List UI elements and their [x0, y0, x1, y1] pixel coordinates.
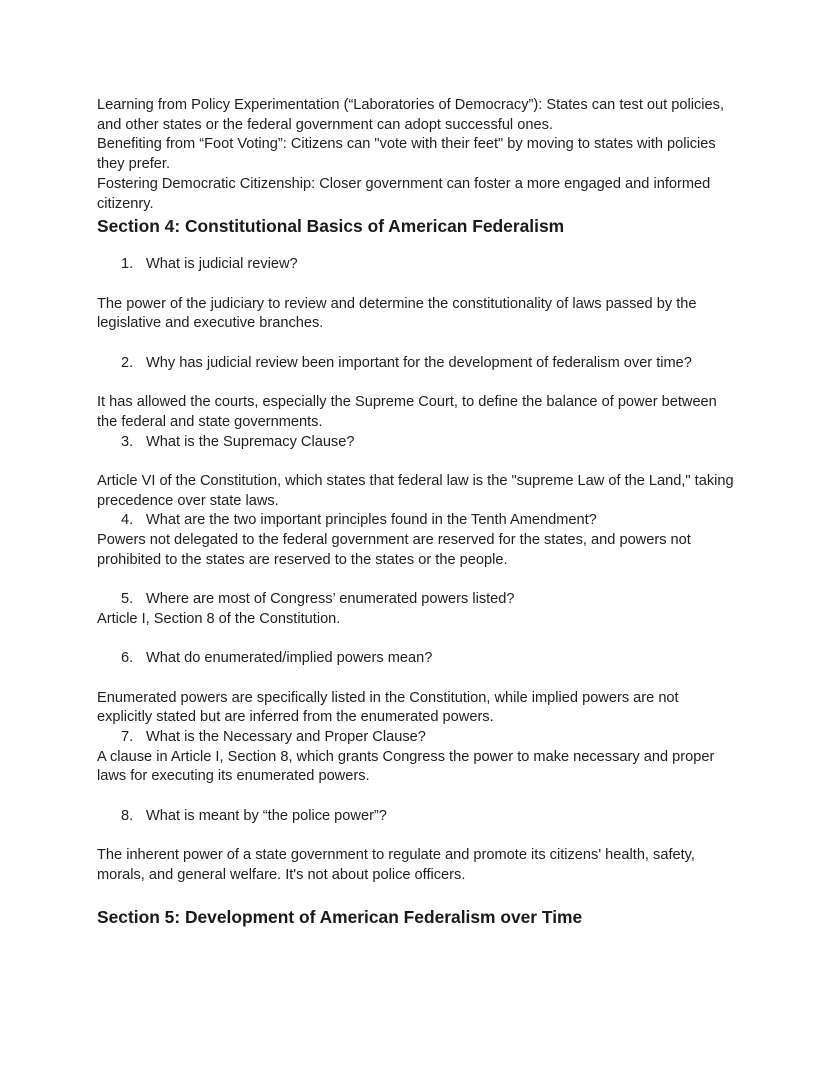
answer-text: Article I, Section 8 of the Constitution. — [97, 610, 341, 627]
question-text: What is judicial review? — [146, 256, 298, 273]
section-4-heading: Section 4: Constitutional Basics of American Federalism — [97, 216, 565, 237]
question-number: 6. — [121, 650, 134, 667]
answer-text: Article VI of the Constitution, which states that federal law is the "supreme Law of the Land," taking precedence over state laws. — [97, 472, 734, 509]
question-number: 7. — [121, 728, 134, 745]
question-text: Where are most of Congress’ enumerated powers listed? — [146, 591, 515, 608]
question-item — [97, 728, 737, 748]
question-item — [97, 354, 737, 374]
question-item — [97, 255, 737, 275]
answer-text: The power of the judiciary to review and determine the constitutionality of laws passed by the legislative and executive branches. — [97, 295, 697, 332]
intro-paragraph: Benefiting from “Foot Voting”: Citizens can "vote with their feet" by moving to states with policies they prefer. — [97, 136, 716, 173]
question-number: 1. — [121, 256, 134, 273]
question-number: 4. — [121, 512, 134, 529]
question-number: 3. — [121, 433, 134, 450]
answer-text: A clause in Article I, Section 8, which grants Congress the power to make necessary and proper laws for executing its enumerated powers. — [97, 748, 715, 785]
question-item — [97, 433, 737, 453]
question-text: Why has judicial review been important for the development of federalism over time? — [146, 354, 692, 371]
question-text: What are the two important principles found in the Tenth Amendment? — [146, 512, 597, 529]
section-5-heading: Section 5: Development of American Federalism over Time — [97, 906, 583, 927]
answer-text: Powers not delegated to the federal government are reserved for the states, and powers not prohibited to the states are reserved to the states or the people. — [97, 532, 691, 568]
question-text: What is meant by “the police power”? — [146, 807, 387, 824]
question-number: 5. — [121, 591, 134, 608]
question-item — [97, 590, 737, 610]
answer-text: Enumerated powers are specifically listed in the Constitution, while implied powers are not explicitly stated but are inferred from the enumerated powers. — [97, 689, 679, 726]
question-item — [97, 807, 737, 827]
intro-paragraph: Learning from Policy Experimentation (“Laboratories of Democracy”): States can test out policies, and other states or the federal government can adopt successful ones. — [97, 97, 724, 133]
question-text: What do enumerated/implied powers mean? — [146, 650, 433, 667]
question-text: What is the Supremacy Clause? — [146, 433, 355, 450]
question-number: 8. — [121, 807, 134, 824]
question-item — [97, 511, 737, 531]
question-item — [97, 649, 737, 669]
document-page — [97, 96, 737, 929]
intro-paragraph: Fostering Democratic Citizenship: Closer government can foster a more engaged and informed citizenry. — [97, 175, 711, 212]
question-number: 2. — [121, 354, 134, 371]
question-text: What is the Necessary and Proper Clause? — [146, 728, 426, 745]
answer-text: It has allowed the courts, especially the Supreme Court, to define the balance of power between the federal and state governments. — [97, 394, 717, 430]
answer-text: The inherent power of a state government to regulate and promote its citizens' health, safety, morals, and general welfare. It's not about police officers. — [97, 847, 695, 883]
intro-paragraphs — [97, 96, 737, 214]
